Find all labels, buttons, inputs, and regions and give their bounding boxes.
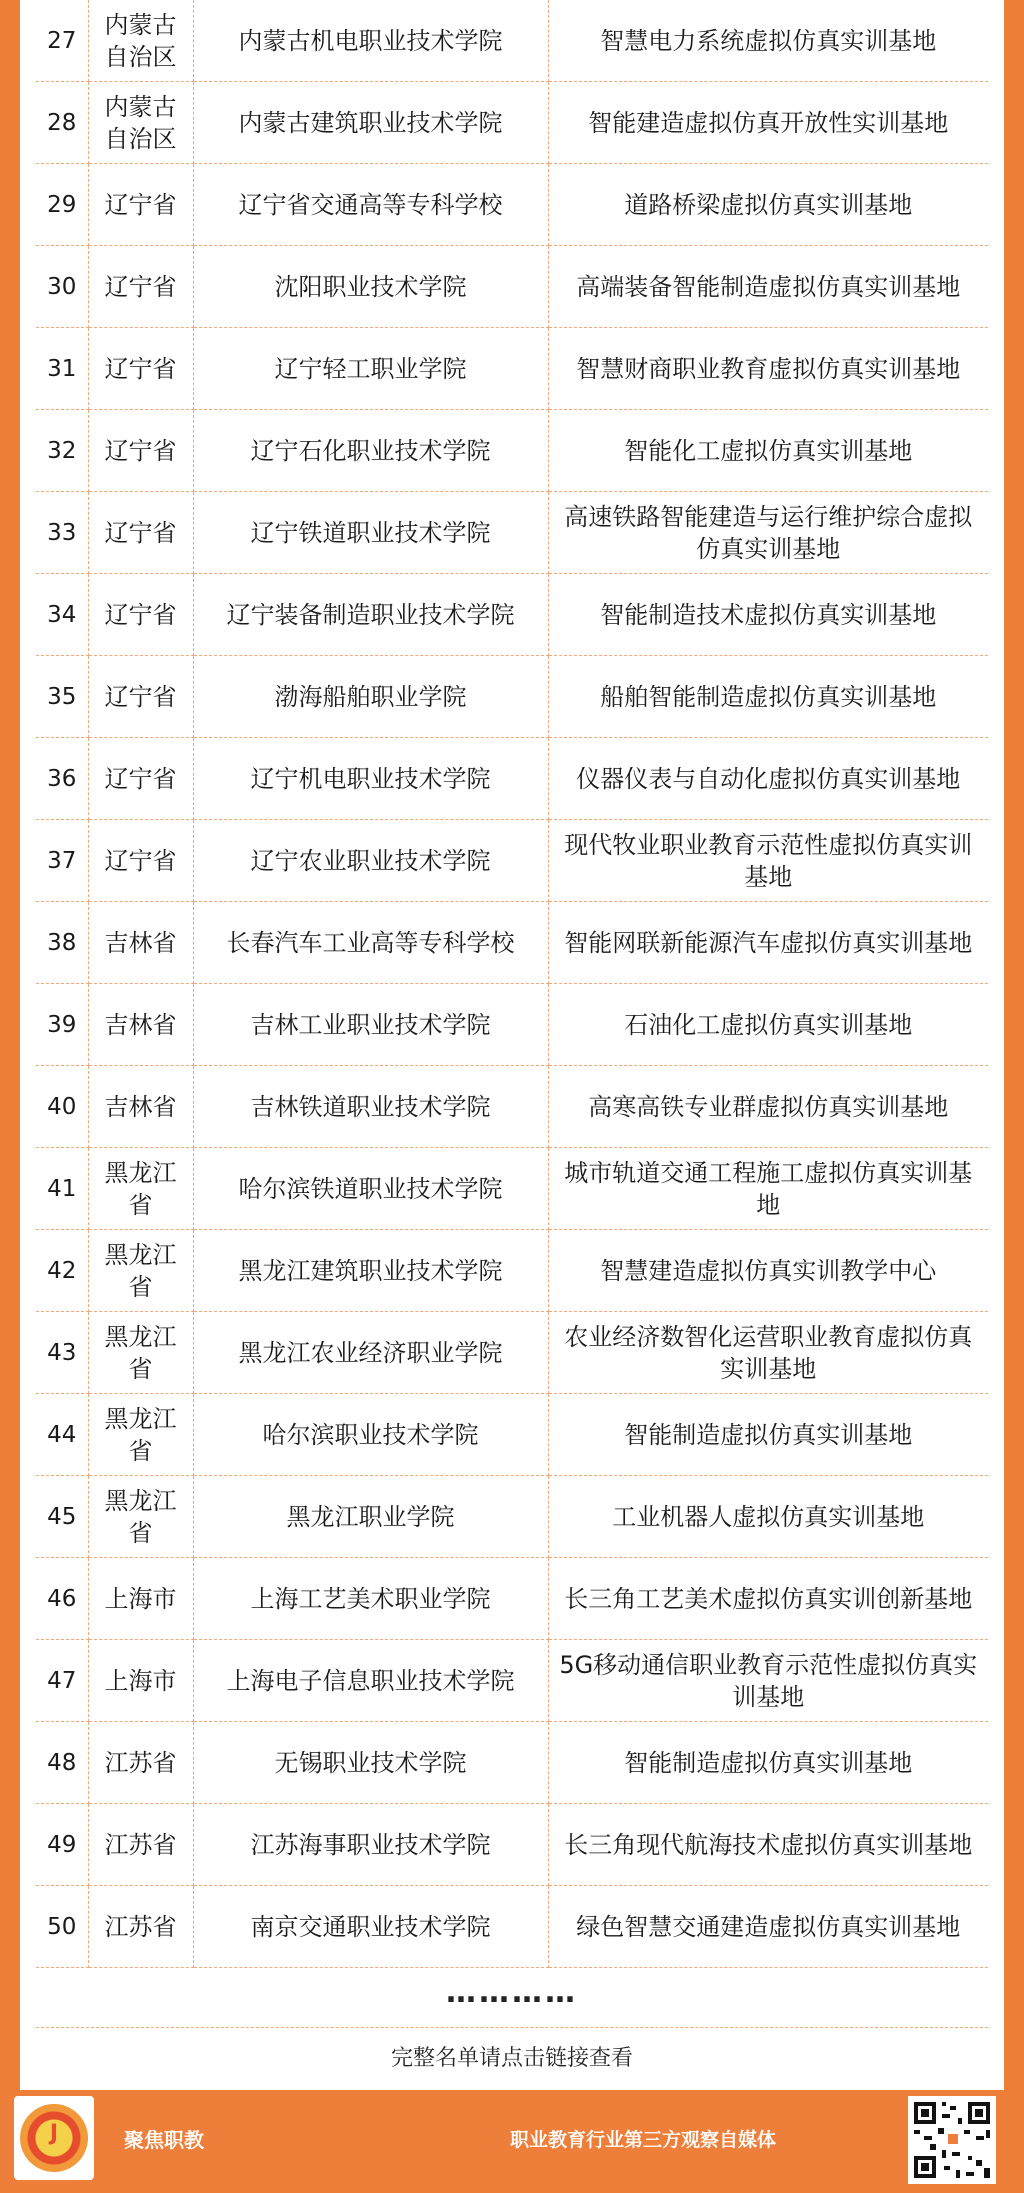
row-region: 黑龙江省 — [88, 1394, 193, 1476]
row-region: 辽宁省 — [88, 246, 193, 328]
row-base-name: 智慧电力系统虚拟仿真实训基地 — [548, 0, 988, 82]
row-number: 48 — [36, 1722, 88, 1804]
row-school: 辽宁农业职业技术学院 — [193, 820, 548, 902]
table-row — [36, 1558, 988, 1640]
row-base-name: 现代牧业职业教育示范性虚拟仿真实训基地 — [548, 820, 988, 902]
row-base-name: 农业经济数智化运营职业教育虚拟仿真实训基地 — [548, 1312, 988, 1394]
row-school: 无锡职业技术学院 — [193, 1722, 548, 1804]
row-region: 黑龙江省 — [88, 1230, 193, 1312]
table-row — [36, 902, 988, 984]
table-row — [36, 656, 988, 738]
table-row — [36, 1312, 988, 1394]
row-number: 47 — [36, 1640, 88, 1722]
table-row — [36, 820, 988, 902]
row-number: 45 — [36, 1476, 88, 1558]
row-number: 40 — [36, 1066, 88, 1148]
row-number: 42 — [36, 1230, 88, 1312]
row-number: 44 — [36, 1394, 88, 1476]
table-row — [36, 1722, 988, 1804]
table-row — [36, 0, 988, 82]
row-number: 38 — [36, 902, 88, 984]
row-base-name: 船舶智能制造虚拟仿真实训基地 — [548, 656, 988, 738]
row-region: 辽宁省 — [88, 574, 193, 656]
row-school: 辽宁轻工职业学院 — [193, 328, 548, 410]
row-school: 长春汽车工业高等专科学校 — [193, 902, 548, 984]
row-school: 辽宁石化职业技术学院 — [193, 410, 548, 492]
row-region: 上海市 — [88, 1640, 193, 1722]
table-row — [36, 574, 988, 656]
row-region: 辽宁省 — [88, 738, 193, 820]
row-school: 辽宁装备制造职业技术学院 — [193, 574, 548, 656]
row-school: 辽宁省交通高等专科学校 — [193, 164, 548, 246]
table-row — [36, 328, 988, 410]
row-school: 黑龙江农业经济职业学院 — [193, 1312, 548, 1394]
row-base-name: 智能制造技术虚拟仿真实训基地 — [548, 574, 988, 656]
row-school: 辽宁铁道职业技术学院 — [193, 492, 548, 574]
row-base-name: 石油化工虚拟仿真实训基地 — [548, 984, 988, 1066]
row-base-name: 绿色智慧交通建造虚拟仿真实训基地 — [548, 1886, 988, 1968]
row-number: 46 — [36, 1558, 88, 1640]
row-school: 内蒙古机电职业技术学院 — [193, 0, 548, 82]
table-row — [36, 1230, 988, 1312]
row-region: 辽宁省 — [88, 164, 193, 246]
row-base-name: 智慧建造虚拟仿真实训教学中心 — [548, 1230, 988, 1312]
row-number: 50 — [36, 1886, 88, 1968]
row-region: 黑龙江省 — [88, 1476, 193, 1558]
qr-code-graphic — [908, 2096, 996, 2184]
row-number: 28 — [36, 82, 88, 164]
row-number: 37 — [36, 820, 88, 902]
row-region: 黑龙江省 — [88, 1148, 193, 1230]
row-base-name: 智能制造虚拟仿真实训基地 — [548, 1722, 988, 1804]
row-base-name: 道路桥梁虚拟仿真实训基地 — [548, 164, 988, 246]
table-row — [36, 1804, 988, 1886]
row-base-name: 智能建造虚拟仿真开放性实训基地 — [548, 82, 988, 164]
table-row — [36, 1886, 988, 1968]
row-base-name: 智能制造虚拟仿真实训基地 — [548, 1394, 988, 1476]
row-school: 哈尔滨铁道职业技术学院 — [193, 1148, 548, 1230]
table-row — [36, 1394, 988, 1476]
row-base-name: 城市轨道交通工程施工虚拟仿真实训基地 — [548, 1148, 988, 1230]
row-region: 辽宁省 — [88, 492, 193, 574]
row-region: 江苏省 — [88, 1804, 193, 1886]
row-base-name: 工业机器人虚拟仿真实训基地 — [548, 1476, 988, 1558]
row-base-name: 仪器仪表与自动化虚拟仿真实训基地 — [548, 738, 988, 820]
qr-code-icon[interactable] — [908, 2096, 996, 2184]
row-region: 辽宁省 — [88, 656, 193, 738]
row-number: 49 — [36, 1804, 88, 1886]
row-school: 黑龙江建筑职业技术学院 — [193, 1230, 548, 1312]
list-card — [20, 0, 1004, 2090]
row-base-name: 高寒高铁专业群虚拟仿真实训基地 — [548, 1066, 988, 1148]
row-base-name: 智慧财商职业教育虚拟仿真实训基地 — [548, 328, 988, 410]
row-number: 29 — [36, 164, 88, 246]
row-school: 渤海船舶职业学院 — [193, 656, 548, 738]
brand-logo — [14, 2096, 94, 2180]
row-school: 辽宁机电职业技术学院 — [193, 738, 548, 820]
table-row — [36, 82, 988, 164]
row-school: 黑龙江职业学院 — [193, 1476, 548, 1558]
row-number: 39 — [36, 984, 88, 1066]
table-row — [36, 984, 988, 1066]
row-region: 吉林省 — [88, 1066, 193, 1148]
row-base-name: 长三角工艺美术虚拟仿真实训创新基地 — [548, 1558, 988, 1640]
row-school: 江苏海事职业技术学院 — [193, 1804, 548, 1886]
ellipsis: ………… — [36, 1971, 988, 2028]
table-row — [36, 1476, 988, 1558]
table-row — [36, 246, 988, 328]
row-number: 30 — [36, 246, 88, 328]
row-region: 辽宁省 — [88, 820, 193, 902]
table-row — [36, 410, 988, 492]
row-school: 内蒙古建筑职业技术学院 — [193, 82, 548, 164]
training-base-table — [36, 0, 988, 1968]
row-base-name: 智能网联新能源汽车虚拟仿真实训基地 — [548, 902, 988, 984]
row-region: 内蒙古自治区 — [88, 0, 193, 82]
brand-name: 聚焦职教 — [124, 2128, 204, 2152]
row-number: 36 — [36, 738, 88, 820]
row-school: 吉林铁道职业技术学院 — [193, 1066, 548, 1148]
row-region: 吉林省 — [88, 902, 193, 984]
full-list-link[interactable]: 完整名单请点击链接查看 — [390, 2046, 633, 2071]
row-region: 辽宁省 — [88, 410, 193, 492]
row-school: 吉林工业职业技术学院 — [193, 984, 548, 1066]
row-number: 41 — [36, 1148, 88, 1230]
row-number: 33 — [36, 492, 88, 574]
table-row — [36, 1640, 988, 1722]
row-school: 上海工艺美术职业学院 — [193, 1558, 548, 1640]
row-school: 南京交通职业技术学院 — [193, 1886, 548, 1968]
row-region: 黑龙江省 — [88, 1312, 193, 1394]
table-row — [36, 492, 988, 574]
table-row — [36, 164, 988, 246]
row-region: 江苏省 — [88, 1886, 193, 1968]
row-number: 34 — [36, 574, 88, 656]
row-school: 哈尔滨职业技术学院 — [193, 1394, 548, 1476]
table-row — [36, 1148, 988, 1230]
row-number: 32 — [36, 410, 88, 492]
logo-letter: J — [49, 2121, 59, 2146]
row-base-name: 5G移动通信职业教育示范性虚拟仿真实训基地 — [548, 1640, 988, 1722]
row-base-name: 高端装备智能制造虚拟仿真实训基地 — [548, 246, 988, 328]
brand-slogan: 职业教育行业第三方观察自媒体 — [510, 2129, 777, 2151]
row-region: 内蒙古自治区 — [88, 82, 193, 164]
row-school: 沈阳职业技术学院 — [193, 246, 548, 328]
row-base-name: 智能化工虚拟仿真实训基地 — [548, 410, 988, 492]
row-number: 35 — [36, 656, 88, 738]
row-number: 43 — [36, 1312, 88, 1394]
row-school: 上海电子信息职业技术学院 — [193, 1640, 548, 1722]
table-row — [36, 738, 988, 820]
row-region: 上海市 — [88, 1558, 193, 1640]
row-base-name: 高速铁路智能建造与运行维护综合虚拟仿真实训基地 — [548, 492, 988, 574]
table-body — [36, 0, 988, 1968]
row-base-name: 长三角现代航海技术虚拟仿真实训基地 — [548, 1804, 988, 1886]
row-region: 辽宁省 — [88, 328, 193, 410]
row-region: 江苏省 — [88, 1722, 193, 1804]
row-number: 27 — [36, 0, 88, 82]
row-number: 31 — [36, 328, 88, 410]
table-row — [36, 1066, 988, 1148]
row-region: 吉林省 — [88, 984, 193, 1066]
